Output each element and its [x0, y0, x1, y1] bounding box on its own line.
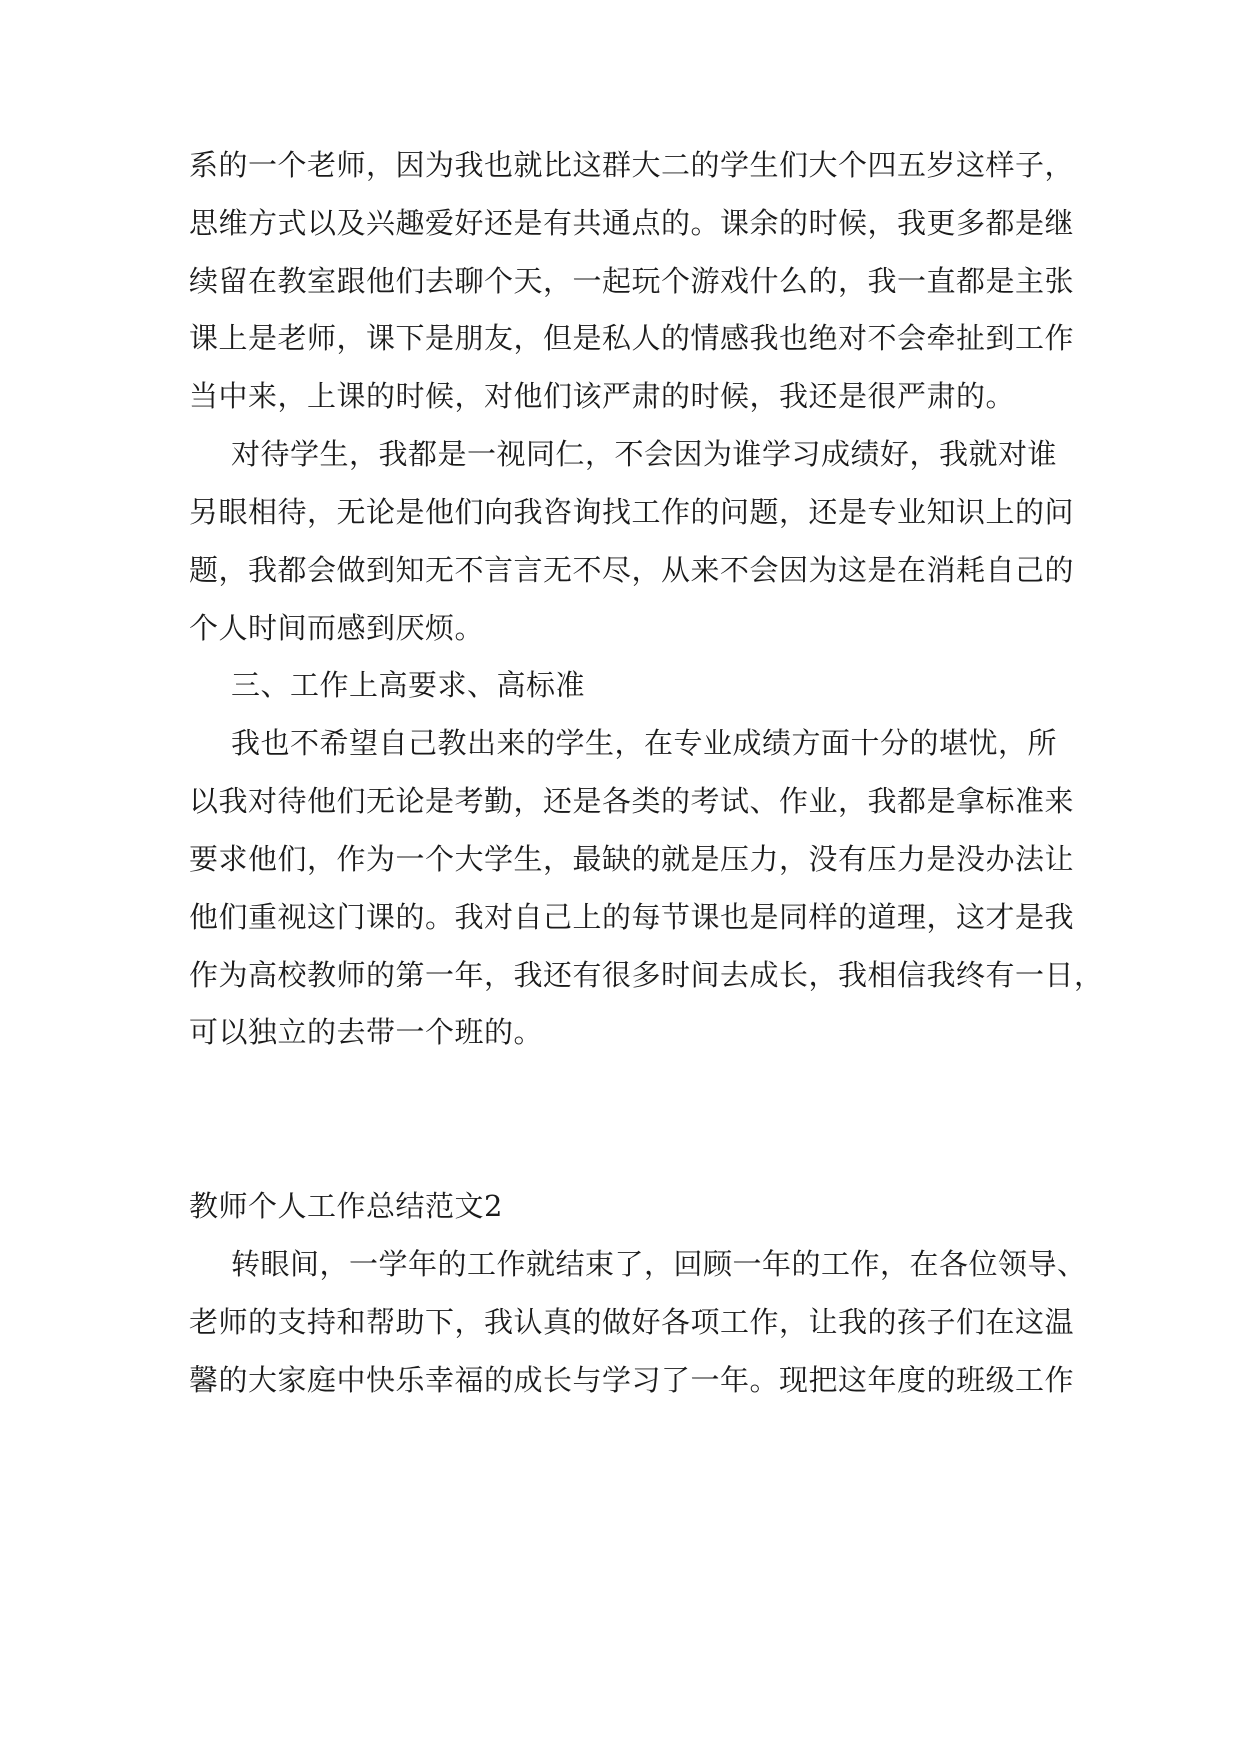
paragraph-line: 馨的大家庭中快乐幸福的成长与学习了一年。现把这年度的班级工作	[189, 1363, 1075, 1397]
paragraph-line: 他们重视这门课的。我对自己上的每节课也是同样的道理，这才是我	[189, 900, 1075, 934]
paragraph-line: 课上是老师，课下是朋友，但是私人的情感我也绝对不会牵扯到工作	[189, 321, 1075, 355]
paragraph-line: 对待学生，我都是一视同仁，不会因为谁学习成绩好，我就对谁	[231, 437, 1058, 471]
paragraph-line: 续留在教室跟他们去聊个天，一起玩个游戏什么的，我一直都是主张	[189, 264, 1075, 298]
paragraph-line: 系的一个老师，因为我也就比这群大二的学生们大个四五岁这样子，	[189, 148, 1075, 182]
paragraph-line: 题，我都会做到知无不言言无不尽，从来不会因为这是在消耗自己的	[189, 553, 1075, 587]
paragraph-line: 以我对待他们无论是考勤，还是各类的考试、作业，我都是拿标准来	[189, 784, 1075, 818]
paragraph-line: 要求他们，作为一个大学生，最缺的就是压力，没有压力是没办法让	[189, 842, 1075, 876]
paragraph-line: 个人时间而感到厌烦。	[189, 611, 485, 645]
paragraph-line: 另眼相待，无论是他们向我咨询找工作的问题，还是专业知识上的问	[189, 495, 1075, 529]
document-title: 教师个人工作总结范文2	[189, 1189, 503, 1223]
paragraph-line: 当中来，上课的时候，对他们该严肃的时候，我还是很严肃的。	[189, 379, 1016, 413]
paragraph-line: 老师的支持和帮助下，我认真的做好各项工作，让我的孩子们在这温	[189, 1305, 1075, 1339]
paragraph-line: 思维方式以及兴趣爱好还是有共通点的。课余的时候，我更多都是继	[189, 206, 1075, 240]
paragraph-line: 作为高校教师的第一年，我还有很多时间去成长，我相信我终有一日，	[189, 958, 1104, 992]
section-heading: 三、工作上高要求、高标准	[231, 668, 586, 702]
paragraph-line: 转眼间，一学年的工作就结束了，回顾一年的工作，在各位领导、	[231, 1247, 1087, 1281]
paragraph-line: 我也不希望自己教出来的学生，在专业成绩方面十分的堪忧，所	[231, 726, 1058, 760]
paragraph-line: 可以独立的去带一个班的。	[189, 1015, 544, 1049]
